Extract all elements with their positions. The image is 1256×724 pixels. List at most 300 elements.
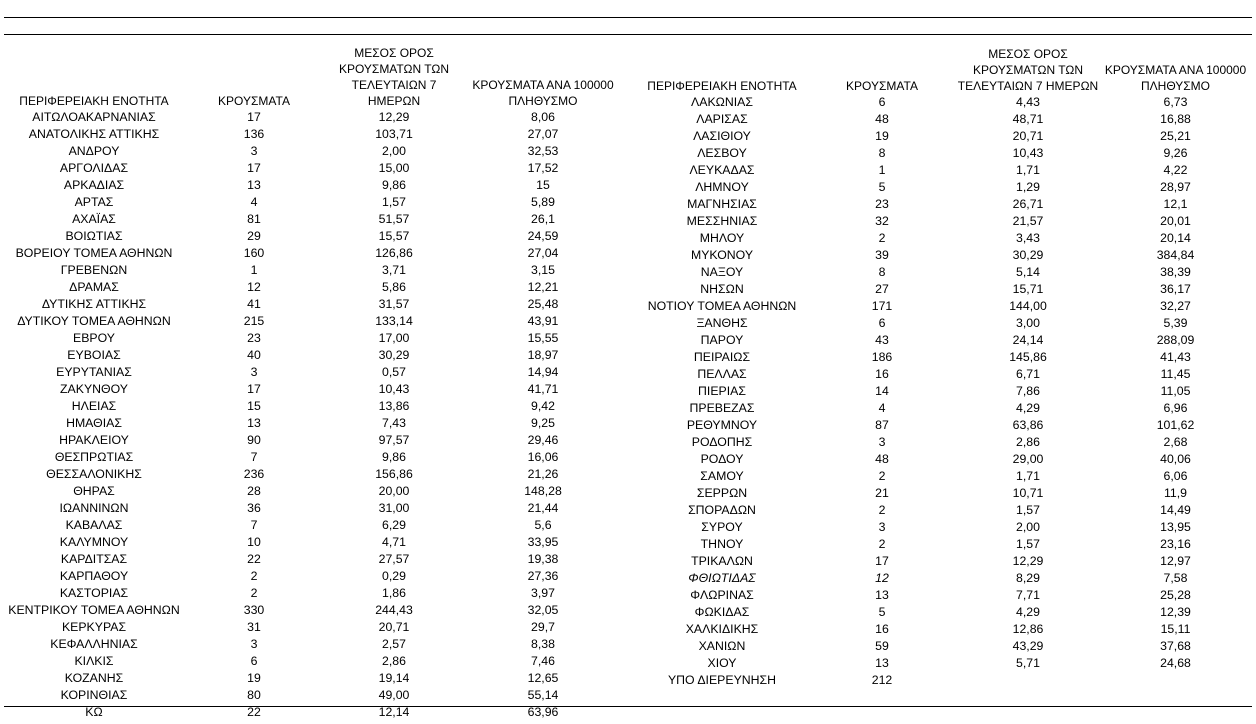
cell-region: ΕΥΒΟΙΑΣ	[67, 348, 121, 362]
cell-region: ΡΟΔΟΠΗΣ	[691, 435, 753, 449]
cell-cases: 13	[247, 416, 261, 430]
table-row	[637, 519, 1252, 536]
cell-7day-average: 5,14	[1016, 265, 1040, 279]
cell-region: ΔΡΑΜΑΣ	[69, 280, 119, 294]
cell-cases-per-100k: 101,62	[1156, 418, 1195, 432]
cell-cases-per-100k: 38,39	[1160, 265, 1191, 279]
cell-cases-per-100k: 3,15	[531, 263, 555, 277]
cell-cases-per-100k: 12,39	[1160, 605, 1191, 619]
cell-region: ΦΛΩΡΙΝΑΣ	[690, 588, 754, 602]
table-row	[637, 349, 1252, 366]
cell-region: ΛΗΜΝΟΥ	[695, 180, 749, 194]
cell-region: ΝΟΤΙΟΥ ΤΟΜΕΑ ΑΘΗΝΩΝ	[647, 299, 797, 313]
cell-cases-per-100k: 40,06	[1160, 452, 1191, 466]
cell-cases-per-100k: 25,48	[527, 297, 559, 311]
cell-7day-average: 8,29	[1016, 571, 1040, 585]
header-cases: ΚΡΟΥΣΜΑΤΑ	[846, 79, 918, 93]
cell-7day-average: 51,57	[378, 212, 410, 226]
header-row	[637, 45, 1252, 94]
cell-cases-per-100k: 6,06	[1163, 469, 1188, 483]
cell-cases-per-100k: 2,68	[1163, 435, 1188, 449]
cell-7day-average: 10,43	[1012, 146, 1044, 160]
cell-7day-average: 2,00	[382, 144, 406, 158]
cell-cases: 186	[871, 350, 893, 364]
cell-region: ΚΕΦΑΛΛΗΝΙΑΣ	[50, 637, 138, 651]
cell-7day-average: 2,86	[1016, 435, 1040, 449]
cell-cases: 5	[878, 605, 886, 619]
cell-cases-per-100k: 14,94	[527, 365, 559, 379]
cell-7day-average: 30,29	[378, 348, 410, 362]
cell-7day-average: 4,29	[1016, 401, 1040, 415]
cell-7day-average: 144,00	[1009, 299, 1047, 313]
table-row	[4, 585, 622, 602]
table-row	[637, 485, 1252, 502]
cell-7day-average: 244,43	[375, 603, 413, 617]
cell-7day-average: 1,86	[382, 586, 406, 600]
cell-region: ΜΥΚΟΝΟΥ	[690, 248, 754, 262]
cell-7day-average	[957, 672, 1099, 689]
table-row	[4, 449, 622, 466]
table-row	[637, 230, 1252, 247]
cell-region: ΚΟΡΙΝΘΙΑΣ	[60, 688, 128, 702]
cell-cases-per-100k: 11,9	[1163, 486, 1188, 500]
cell-region: ΔΥΤΙΚΗΣ ΑΤΤΙΚΗΣ	[41, 297, 147, 311]
header-cases-per-100k: ΚΡΟΥΣΜΑΤΑ ΑΝΑ 100000 ΠΛΗΘΥΣΜΟ	[1104, 63, 1247, 93]
cell-cases: 10	[247, 535, 261, 549]
cell-cases: 48	[875, 452, 889, 466]
table-row	[637, 213, 1252, 230]
table-row	[637, 162, 1252, 179]
cell-cases: 3	[878, 520, 886, 534]
cell-7day-average: 15,57	[378, 229, 410, 243]
cell-cases-per-100k: 24,68	[1160, 656, 1191, 670]
cell-7day-average: 43,29	[1012, 639, 1044, 653]
cell-region: ΑΝΑΤΟΛΙΚΗΣ ΑΤΤΙΚΗΣ	[28, 127, 160, 141]
table-row	[4, 670, 622, 687]
cell-region: ΧΙΟΥ	[707, 656, 737, 670]
cell-7day-average: 9,86	[382, 178, 406, 192]
cell-region: ΚΕΝΤΡΙΚΟΥ ΤΟΜΕΑ ΑΘΗΝΩΝ	[8, 603, 180, 617]
cell-7day-average: 0,29	[382, 569, 406, 583]
cell-region: ΛΕΣΒΟΥ	[697, 146, 747, 160]
cell-cases: 4	[878, 401, 886, 415]
table-row	[637, 621, 1252, 638]
cell-region: ΜΑΓΝΗΣΙΑΣ	[687, 197, 757, 211]
header-region: ΠΕΡΙΦΕΡΕΙΑΚΗ ΕΝΟΤΗΤΑ	[647, 79, 797, 93]
cell-region: ΑΡΚΑΔΙΑΣ	[63, 178, 125, 192]
cell-region: ΖΑΚΥΝΘΟΥ	[60, 382, 128, 396]
cell-region: ΘΕΣΠΡΩΤΙΑΣ	[54, 450, 134, 464]
cell-cases: 80	[247, 688, 261, 702]
cell-7day-average: 7,71	[1016, 588, 1040, 602]
cell-cases: 236	[243, 467, 265, 481]
table-row	[4, 126, 622, 143]
cell-cases: 14	[875, 384, 889, 398]
cell-region: ΗΡΑΚΛΕΙΟΥ	[59, 433, 129, 447]
cell-region: ΝΗΣΩΝ	[700, 282, 744, 296]
cell-7day-average: 97,57	[378, 433, 410, 447]
cell-region: ΚΑΛΥΜΝΟΥ	[59, 535, 129, 549]
cell-cases: 2	[878, 469, 886, 483]
cell-cases-per-100k: 9,26	[1163, 146, 1188, 160]
cell-cases-per-100k: 23,16	[1160, 537, 1191, 551]
table-row	[4, 568, 622, 585]
cell-cases-per-100k: 32,53	[527, 144, 559, 158]
cell-7day-average: 3,43	[1016, 231, 1040, 245]
cell-cases: 215	[243, 314, 265, 328]
cell-cases: 3	[250, 365, 258, 379]
cell-region: ΔΥΤΙΚΟΥ ΤΟΜΕΑ ΑΘΗΝΩΝ	[17, 314, 171, 328]
cell-7day-average: 4,29	[1016, 605, 1040, 619]
cell-region: ΕΒΡΟΥ	[73, 331, 115, 345]
cell-7day-average: 9,86	[382, 450, 406, 464]
cell-7day-average: 27,57	[378, 552, 410, 566]
bottom-rule	[4, 706, 1252, 707]
cell-7day-average: 63,86	[1012, 418, 1044, 432]
cell-cases: 17	[247, 161, 261, 175]
table-row	[637, 196, 1252, 213]
table-row	[637, 400, 1252, 417]
cell-cases: 13	[875, 656, 889, 670]
table-row	[637, 468, 1252, 485]
cell-7day-average: 49,00	[378, 688, 410, 702]
cell-cases: 81	[247, 212, 261, 226]
table-row	[637, 672, 1252, 689]
cell-7day-average: 30,29	[1012, 248, 1044, 262]
cell-7day-average: 26,71	[1012, 197, 1044, 211]
cell-7day-average: 19,14	[378, 671, 410, 685]
cell-7day-average: 1,57	[1016, 503, 1040, 517]
table-row	[4, 517, 622, 534]
table-row	[4, 636, 622, 653]
cell-region: ΚΩ	[85, 705, 103, 719]
cell-7day-average: 10,71	[1012, 486, 1044, 500]
cell-region: ΛΑΡΙΣΑΣ	[696, 112, 748, 126]
table-row	[4, 313, 622, 330]
cell-region: ΑΝΔΡΟΥ	[68, 144, 120, 158]
cell-region: ΑΙΤΩΛΟΑΚΑΡΝΑΝΙΑΣ	[32, 110, 156, 124]
cell-cases: 1	[878, 163, 886, 177]
cell-cases-per-100k: 20,14	[1160, 231, 1191, 245]
cell-cases-per-100k: 5,39	[1163, 316, 1188, 330]
cell-7day-average: 6,71	[1016, 367, 1040, 381]
cell-7day-average: 12,29	[378, 110, 410, 124]
cases-table-right	[637, 45, 1252, 689]
cell-cases-per-100k: 43,91	[527, 314, 559, 328]
cell-region: ΑΡΓΟΛΙΔΑΣ	[59, 161, 129, 175]
cell-region: ΑΡΤΑΣ	[74, 195, 114, 209]
cell-7day-average: 145,86	[1009, 350, 1047, 364]
cell-region: ΠΑΡΟΥ	[700, 333, 744, 347]
cell-cases: 40	[247, 348, 261, 362]
cell-cases: 32	[875, 214, 889, 228]
cell-7day-average: 5,71	[1016, 656, 1040, 670]
cell-cases-per-100k: 8,06	[531, 110, 555, 124]
cell-7day-average: 12,14	[378, 705, 410, 719]
cell-region: ΓΡΕΒΕΝΩΝ	[60, 263, 128, 277]
cell-7day-average: 13,86	[378, 399, 410, 413]
cell-cases-per-100k: 16,06	[527, 450, 559, 464]
table-row	[637, 94, 1252, 111]
cell-cases-per-100k: 6,96	[1163, 401, 1188, 415]
cell-cases: 15	[247, 399, 261, 413]
table-row	[637, 570, 1252, 587]
cell-region: ΜΕΣΣΗΝΙΑΣ	[686, 214, 758, 228]
header-row	[4, 45, 622, 109]
cell-cases-per-100k: 6,73	[1163, 95, 1188, 109]
cell-cases: 43	[875, 333, 889, 347]
cell-cases-per-100k: 32,27	[1160, 299, 1191, 313]
cell-7day-average: 12,29	[1012, 554, 1044, 568]
cell-region: ΚΑΡΔΙΤΣΑΣ	[60, 552, 128, 566]
cell-cases-per-100k: 15	[536, 178, 550, 192]
table-row	[637, 553, 1252, 570]
cell-7day-average: 20,71	[1012, 129, 1044, 143]
table-row	[4, 381, 622, 398]
header-cases: ΚΡΟΥΣΜΑΤΑ	[218, 94, 290, 108]
table-row	[4, 143, 622, 160]
cell-cases: 31	[247, 620, 261, 634]
cell-region: ΧΑΛΚΙΔΙΚΗΣ	[685, 622, 759, 636]
cell-region: ΣΕΡΡΩΝ	[696, 486, 748, 500]
table-row	[4, 432, 622, 449]
cell-cases-per-100k: 15,11	[1160, 622, 1191, 636]
cell-cases-per-100k: 36,17	[1160, 282, 1191, 296]
table-row	[4, 398, 622, 415]
cell-region: ΗΜΑΘΙΑΣ	[66, 416, 122, 430]
cell-region: ΚΙΛΚΙΣ	[74, 654, 114, 668]
cell-cases: 7	[250, 450, 258, 464]
cell-cases: 6	[878, 95, 886, 109]
cell-region: ΞΑΝΘΗΣ	[696, 316, 748, 330]
cell-region: ΥΠΟ ΔΙΕΡΕΥΝΗΣΗ	[667, 673, 777, 687]
cell-cases: 3	[250, 637, 258, 651]
table-row	[637, 587, 1252, 604]
cell-region: ΣΠΟΡΑΔΩΝ	[688, 503, 756, 517]
cell-7day-average: 20,71	[378, 620, 410, 634]
cell-region: ΠΡΕΒΕΖΑΣ	[689, 401, 755, 415]
table-row	[4, 364, 622, 381]
cell-cases-per-100k: 7,46	[531, 654, 555, 668]
cell-region: ΗΛΕΙΑΣ	[71, 399, 117, 413]
cell-7day-average: 6,29	[382, 518, 406, 532]
table-row	[637, 638, 1252, 655]
cell-cases-per-100k: 19,38	[527, 552, 559, 566]
cell-cases: 16	[875, 622, 889, 636]
cell-cases: 136	[243, 127, 265, 141]
cell-cases-per-100k: 16,88	[1160, 112, 1191, 126]
table-body-right	[637, 94, 1252, 689]
cell-cases-per-100k: 33,95	[527, 535, 559, 549]
table-row	[4, 551, 622, 568]
cell-region: ΠΕΛΛΑΣ	[697, 367, 747, 381]
cell-region: ΝΑΞΟΥ	[700, 265, 744, 279]
cell-cases: 21	[875, 486, 889, 500]
cell-7day-average: 4,71	[382, 535, 406, 549]
cell-region: ΤΡΙΚΑΛΩΝ	[691, 554, 753, 568]
cell-region: ΦΘΙΩΤΙΔΑΣ	[688, 571, 756, 585]
table-row	[637, 332, 1252, 349]
cell-7day-average: 133,14	[375, 314, 413, 328]
cell-cases: 2	[250, 569, 258, 583]
table-row	[4, 194, 622, 211]
table-row	[637, 536, 1252, 553]
cell-region: ΒΟΙΩΤΙΑΣ	[65, 229, 123, 243]
table-row	[637, 298, 1252, 315]
cell-cases: 160	[243, 246, 265, 260]
cell-region: ΦΩΚΙΔΑΣ	[694, 605, 750, 619]
cell-7day-average: 4,43	[1016, 95, 1040, 109]
cell-cases-per-100k: 15,55	[527, 331, 559, 345]
cell-cases-per-100k: 41,43	[1160, 350, 1191, 364]
table-row	[4, 415, 622, 432]
cell-cases: 22	[247, 552, 261, 566]
cell-7day-average: 24,14	[1012, 333, 1044, 347]
cell-region: ΛΕΥΚΑΔΑΣ	[689, 163, 755, 177]
cell-7day-average: 156,86	[375, 467, 413, 481]
cell-7day-average: 1,71	[1016, 163, 1040, 177]
cell-7day-average: 31,57	[378, 297, 410, 311]
cell-region: ΠΕΙΡΑΙΩΣ	[693, 350, 751, 364]
table-row	[637, 604, 1252, 621]
cell-cases-per-100k: 20,01	[1160, 214, 1191, 228]
cell-cases-per-100k: 21,26	[527, 467, 559, 481]
table-row	[4, 109, 622, 126]
table-row	[4, 500, 622, 517]
cell-cases: 7	[250, 518, 258, 532]
cell-cases-per-100k: 14,49	[1160, 503, 1191, 517]
cell-cases: 8	[878, 265, 886, 279]
table-row	[4, 211, 622, 228]
cell-cases: 59	[875, 639, 889, 653]
header-cases-per-100k: ΚΡΟΥΣΜΑΤΑ ΑΝΑ 100000 ΠΛΗΘΥΣΜΟ	[472, 78, 614, 108]
table-row	[4, 279, 622, 296]
table-row	[4, 228, 622, 245]
cell-7day-average: 3,71	[382, 263, 406, 277]
cell-cases-per-100k: 28,97	[1160, 180, 1191, 194]
cell-cases: 6	[250, 654, 258, 668]
cell-7day-average: 10,43	[378, 382, 410, 396]
cell-cases-per-100k: 7,58	[1163, 571, 1188, 585]
cell-region: ΘΕΣΣΑΛΟΝΙΚΗΣ	[46, 467, 142, 481]
cell-cases: 48	[875, 112, 889, 126]
cell-region: ΛΑΣΙΘΙΟΥ	[693, 129, 751, 143]
cell-cases: 17	[875, 554, 889, 568]
cell-cases: 3	[250, 144, 258, 158]
table-row	[637, 111, 1252, 128]
cell-region: ΣΥΡΟΥ	[701, 520, 743, 534]
cell-cases: 19	[247, 671, 261, 685]
cell-cases: 17	[247, 110, 261, 124]
cell-cases: 3	[878, 435, 886, 449]
cell-cases-per-100k: 63,96	[527, 705, 559, 719]
cell-cases: 23	[247, 331, 261, 345]
table-row	[4, 687, 622, 704]
cell-region: ΚΑΡΠΑΘΟΥ	[59, 569, 129, 583]
cell-cases: 13	[247, 178, 261, 192]
table-row	[637, 128, 1252, 145]
cell-cases-per-100k: 13,95	[1160, 520, 1191, 534]
cell-cases-per-100k: 24,59	[527, 229, 559, 243]
table-row	[4, 602, 622, 619]
table-row	[637, 281, 1252, 298]
cell-cases: 6	[878, 316, 886, 330]
table-row	[637, 264, 1252, 281]
cell-7day-average: 20,00	[378, 484, 410, 498]
cell-cases-per-100k: 12,1	[1163, 197, 1188, 211]
table-body-left	[4, 109, 622, 721]
cell-cases-per-100k: 9,25	[531, 416, 555, 430]
cell-cases: 1	[250, 263, 258, 277]
cell-cases-per-100k: 11,05	[1160, 384, 1191, 398]
cell-cases-per-100k: 29,46	[527, 433, 559, 447]
cell-7day-average: 48,71	[1012, 112, 1044, 126]
cell-7day-average: 12,86	[1012, 622, 1044, 636]
cell-7day-average: 1,71	[1016, 469, 1040, 483]
cell-cases: 41	[247, 297, 261, 311]
cell-cases-per-100k: 25,28	[1160, 588, 1191, 602]
cell-cases: 28	[247, 484, 261, 498]
cell-region: ΡΕΘΥΜΝΟΥ	[686, 418, 758, 432]
table-row	[637, 179, 1252, 196]
cell-region: ΜΗΛΟΥ	[699, 231, 745, 245]
cell-cases: 22	[247, 705, 261, 719]
header-rule	[4, 34, 1252, 35]
cell-cases: 39	[875, 248, 889, 262]
cell-cases-per-100k: 148,28	[524, 484, 562, 498]
cell-7day-average: 7,86	[1016, 384, 1040, 398]
cell-cases-per-100k: 4,22	[1163, 163, 1188, 177]
cell-7day-average: 3,00	[1016, 316, 1040, 330]
table-row	[637, 383, 1252, 400]
table-row	[4, 466, 622, 483]
cell-cases: 2	[878, 537, 886, 551]
cell-region: ΘΗΡΑΣ	[73, 484, 115, 498]
table-row	[637, 502, 1252, 519]
cell-region: ΤΗΝΟΥ	[700, 537, 744, 551]
cell-cases-per-100k: 5,89	[531, 195, 555, 209]
cell-cases-per-100k	[1099, 672, 1252, 689]
table-row	[4, 619, 622, 636]
cell-cases: 16	[875, 367, 889, 381]
cell-cases: 36	[247, 501, 261, 515]
cell-region: ΛΑΚΩΝΙΑΣ	[691, 95, 753, 109]
cell-cases: 87	[875, 418, 889, 432]
cell-cases: 12	[875, 571, 889, 585]
table-row	[637, 366, 1252, 383]
cell-cases-per-100k: 25,21	[1160, 129, 1191, 143]
cell-cases-per-100k: 27,07	[527, 127, 559, 141]
cell-cases-per-100k: 12,21	[527, 280, 559, 294]
cell-region: ΠΙΕΡΙΑΣ	[698, 384, 746, 398]
cell-region: ΑΧΑΪΑΣ	[72, 212, 116, 226]
cell-7day-average: 1,57	[382, 195, 406, 209]
cell-7day-average: 103,71	[375, 127, 413, 141]
cases-table-left	[4, 45, 622, 721]
cell-cases-per-100k: 29,7	[531, 620, 555, 634]
cell-7day-average: 29,00	[1012, 452, 1044, 466]
cell-cases-per-100k: 384,84	[1156, 248, 1195, 262]
cell-cases: 27	[875, 282, 889, 296]
cell-7day-average: 1,57	[1016, 537, 1040, 551]
cell-7day-average: 31,00	[378, 501, 410, 515]
cell-cases: 5	[878, 180, 886, 194]
table-row	[4, 296, 622, 313]
table-row	[4, 653, 622, 670]
table-row	[637, 434, 1252, 451]
cell-7day-average: 7,43	[382, 416, 406, 430]
cell-cases-per-100k: 37,68	[1160, 639, 1191, 653]
